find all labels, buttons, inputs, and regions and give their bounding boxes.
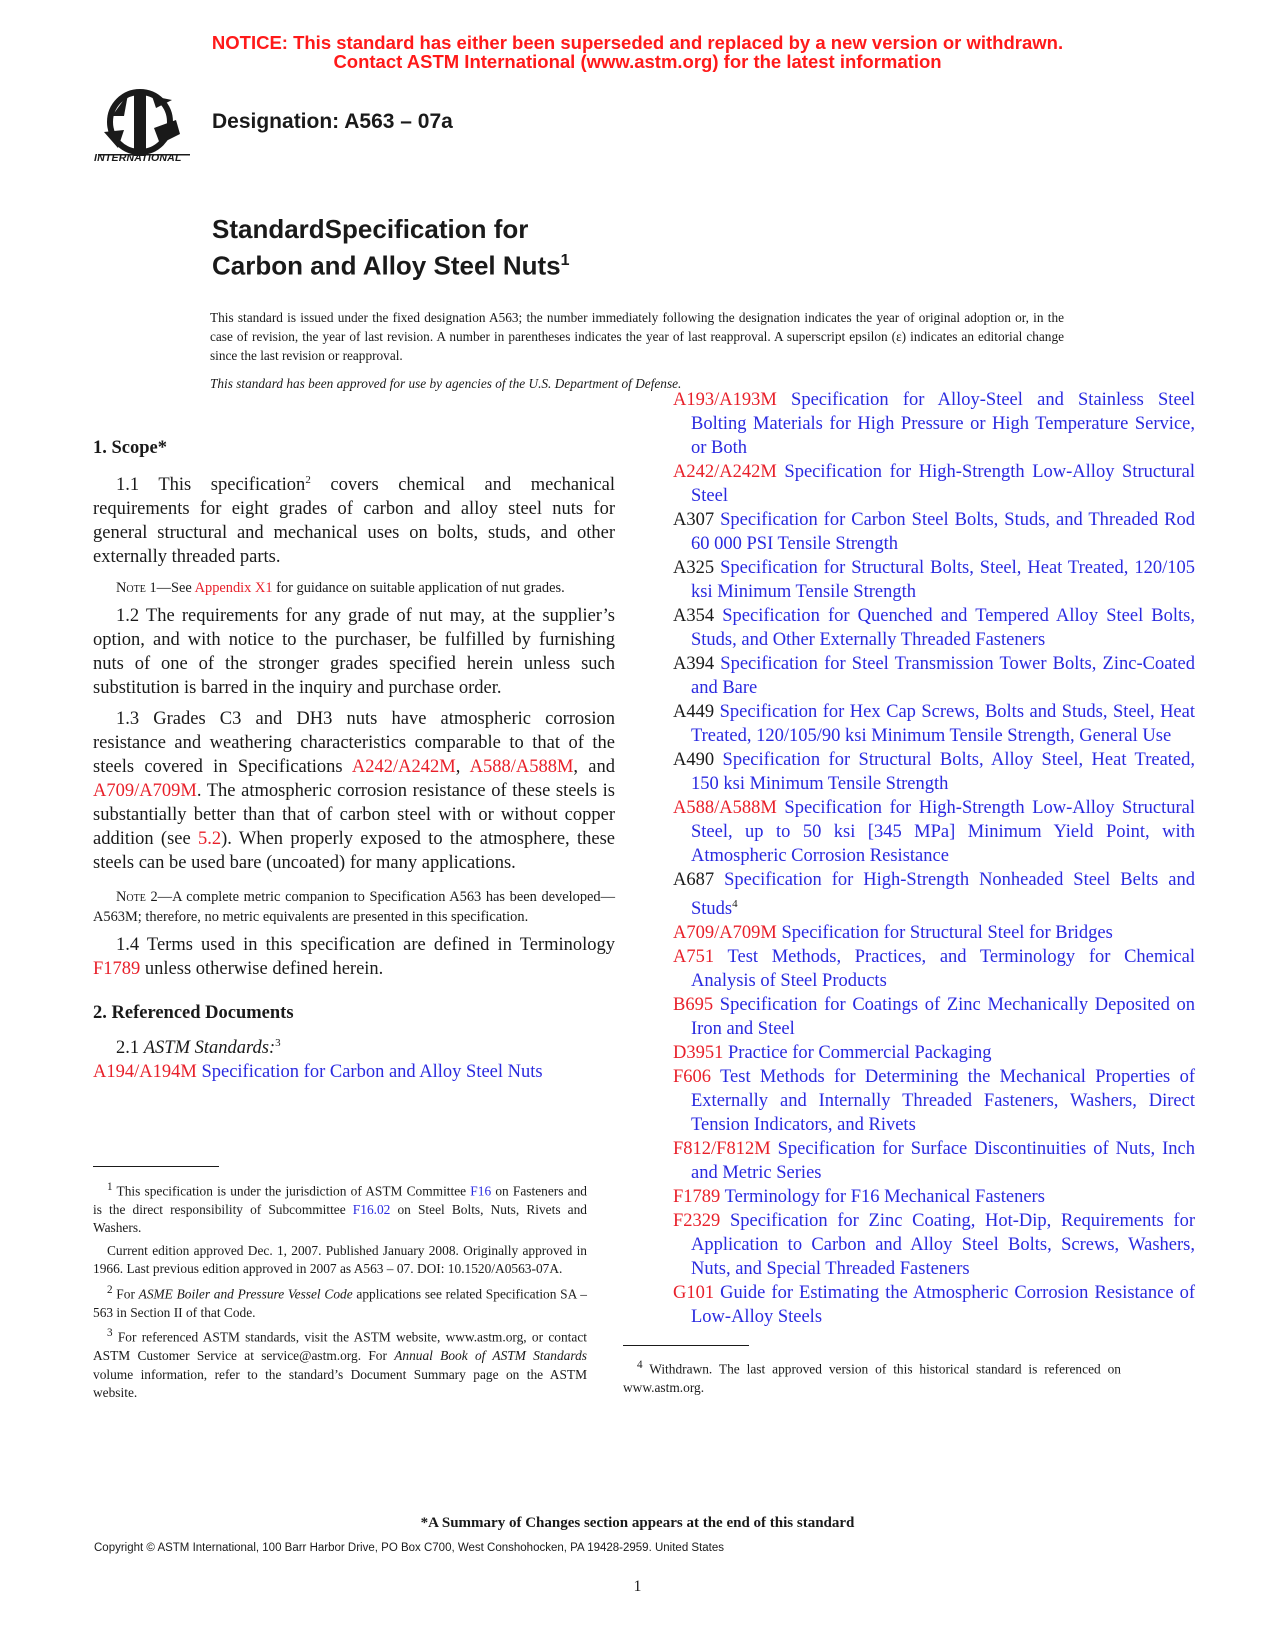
issue-statement: This standard is issued under the fixed designation A563; the number immediately following the designation indicates the year of original adoption or, in the case of revision, the year of last revision. A number in parentheses indicates the year of last reapproval. A superscript epsilon (ε) indicates an editorial change since the last revision or reapproval. [210, 310, 1064, 363]
a588-link[interactable]: A588/A588M [469, 757, 574, 778]
reference-code-link: A307 [673, 510, 715, 530]
reference-title-link[interactable]: Specification for Steel Transmission Tower Bolts, Zinc-Coated and Bare [691, 654, 1196, 698]
footnote-4: $^4$ Withdrawn. The last approved version of this historical standard is referenced on www.astm.org. [623, 1359, 1121, 1395]
reference-code-link[interactable]: A588/A588M [673, 798, 777, 818]
reference-item [673, 460, 1195, 508]
reference-code-link[interactable]: F606 [673, 1067, 712, 1088]
reference-title-link[interactable]: Specification for Structural Steel for Bridges [781, 923, 1113, 944]
a709-link[interactable]: A709/A709M [93, 781, 197, 802]
reference-title-link[interactable]: Specification for Coatings of Zinc Mechanically Deposited on Iron and Steel [691, 995, 1195, 1040]
reference-title-link[interactable]: Specification for Quenched and Tempered Alloy Steel Bolts, Studs, and Other Externally Threaded Fasteners [691, 606, 1196, 650]
footnote-2: $^2$ For ASME Boiler and Pressure Vessel Code applications see related Specification SA – 563 in Section II of that Code. [93, 1283, 587, 1320]
reference-code-link: A394 [673, 654, 715, 674]
title-line-2: Carbon and Alloy Steel Nuts [212, 250, 561, 281]
dod-approval-statement: This standard has been approved for use by agencies of the U.S. Department of Defense. [210, 376, 682, 391]
reference-code-link[interactable]: A193/A193M [673, 390, 777, 410]
para-1-1: 1.1 This specification$^2$ covers chemical and mechanical requirements for eight grades of carbon and alloy steel nuts for general structural and mechanical uses on bolts, studs, and other externally threaded parts. [93, 474, 616, 568]
para-1-2: 1.2 The requirements for any grade of nut may, at the supplier’s option, and with notice to the purchaser, be fulfilled by furnishing nuts of one of the stronger grades specified herein unless such substitution is barred in the inquiry and purchase order. [93, 606, 615, 699]
footnote-3: $^3$ For referenced ASTM standards, visit the ASTM website, www.astm.org, or contact ASTM Customer Service at service@astm.org. For Annual Book of ASTM Standards volume information, refer to the standard’s Document Summary page on the ASTM website. [93, 1327, 587, 1401]
reference-item [673, 604, 1195, 652]
reference-title-link[interactable]: Specification for Alloy-Steel and Stainless Steel Bolting Materials for High Pressure or High Temperature Service, or Both [691, 390, 1196, 458]
reference-item [673, 508, 1195, 556]
reference-item [673, 1065, 1195, 1137]
section-5-2-link[interactable]: 5.2 [198, 829, 222, 850]
reference-title-link[interactable]: Specification for Zinc Coating, Hot-Dip, Requirements for Application to Carbon and Alloy Steel Bolts, Screws, Washers, Nuts, and Special Threaded Fasteners [691, 1211, 1195, 1280]
copyright-line: Copyright © ASTM International, 100 Barr Harbor Drive, PO Box C700, West Conshohocken, PA 19428-2959. United States [94, 1542, 725, 1554]
reference-title-link[interactable]: Specification for High-Strength Nonheaded Steel Belts and Studs [691, 870, 1195, 920]
reference-item [673, 700, 1195, 748]
f16-02-subcommittee-link[interactable]: F16.02 [352, 1201, 391, 1217]
reference-item [673, 993, 1195, 1041]
reference-title-link[interactable]: Test Methods for Determining the Mechanical Properties of Externally and Internally Threaded Fasteners, Washers, Direct Tension Indicators, and Rivets [691, 1067, 1195, 1136]
reference-item [93, 1060, 615, 1084]
f16-committee-link[interactable]: F16 [470, 1183, 492, 1199]
reference-item [673, 652, 1195, 700]
reference-list-right [673, 388, 1195, 1329]
reference-code-link: A687 [673, 870, 715, 890]
reference-item [673, 1137, 1195, 1185]
reference-title-link[interactable]: Test Methods, Practices, and Terminology for Chemical Analysis of Steel Products [691, 947, 1195, 992]
reference-item [673, 1041, 1195, 1065]
reference-item [673, 1281, 1195, 1329]
reference-title-link[interactable]: Specification for High-Strength Low-Alloy Structural Steel [691, 462, 1195, 506]
reference-title-link[interactable]: Specification for Carbon Steel Bolts, Studs, and Threaded Rod 60 000 PSI Tensile Strength [691, 510, 1196, 554]
page-title [212, 213, 570, 282]
logo-wordmark: INTERNATIONAL [94, 152, 182, 164]
reference-footnote-mark: 4 [732, 898, 738, 910]
reference-code-link[interactable]: A242/A242M [673, 462, 777, 482]
section-2-heading: 2. Referenced Documents [93, 1003, 294, 1024]
left-column [93, 436, 615, 1084]
reference-item [673, 868, 1195, 921]
reference-title-link[interactable]: Practice for Commercial Packaging [728, 1043, 992, 1064]
reference-list-left [93, 1060, 615, 1084]
reference-item [673, 1185, 1195, 1209]
reference-item [673, 556, 1195, 604]
reference-code-link[interactable]: F1789 [673, 1187, 721, 1208]
designation: Designation: A563 – 07a [212, 110, 453, 133]
reference-code-link[interactable]: D3951 [673, 1043, 724, 1064]
section-1-heading: 1. Scope* [93, 438, 167, 458]
reference-item [673, 388, 1195, 460]
reference-title-link[interactable]: Specification for Surface Discontinuities of Nuts, Inch and Metric Series [691, 1139, 1195, 1184]
page-number: 1 [633, 1578, 642, 1595]
reference-code-link: A490 [673, 750, 715, 770]
reference-item [673, 945, 1195, 993]
reference-title-link[interactable]: Specification for Structural Bolts, Alloy Steel, Heat Treated, 150 ksi Minimum Tensile Strength [691, 750, 1196, 794]
reference-title-link[interactable]: Specification for Hex Cap Screws, Bolts and Studs, Steel, Heat Treated, 120/105/90 ksi Minimum Tensile Strength, General Use [691, 702, 1195, 746]
reference-code-link[interactable]: F2329 [673, 1211, 721, 1232]
title-footnote-mark: 1 [560, 252, 570, 269]
reference-code-link[interactable]: F812/F812M [673, 1139, 771, 1160]
reference-title-link[interactable]: Specification for Carbon and Alloy Steel Nuts [201, 1062, 543, 1083]
reference-code-link: A354 [673, 606, 715, 626]
footnote-rule-right [623, 1345, 749, 1346]
footnotes-left [93, 1178, 587, 1403]
reference-code-link[interactable]: A751 [673, 947, 715, 968]
right-column [673, 390, 1196, 1329]
footnote-1-edition: Current edition approved Dec. 1, 2007. Published January 2008. Originally approved in 1966. Last previous edition approved in 2007 as A563 – 07. DOI: 10.1520/A0563-07A. [93, 1242, 587, 1277]
note-2: Note 2—A complete metric companion to Specification A563 has been developed—A563M; therefore, no metric equivalents are presented in this specification. [93, 889, 615, 926]
notice-line-1: NOTICE: This standard has either been superseded and replaced by a new version or withdrawn. [211, 32, 1064, 53]
reference-item [673, 921, 1195, 945]
reference-code-link[interactable]: A709/A709M [673, 923, 777, 944]
reference-code-link[interactable]: B695 [673, 995, 714, 1016]
reference-item [673, 1209, 1195, 1281]
reference-item [673, 796, 1195, 868]
para-2-1: 2.1 ASTM Standards:$^3$ [116, 1037, 281, 1059]
reference-title-link[interactable]: Terminology for F16 Mechanical Fasteners [724, 1187, 1045, 1208]
reference-code-link: A325 [673, 558, 715, 578]
title-line-1: StandardSpecification for [212, 214, 529, 244]
reference-title-link[interactable]: Guide for Estimating the Atmospheric Corrosion Resistance of Low-Alloy Steels [691, 1283, 1196, 1328]
note-1: Note 1—See Appendix X1 for guidance on suitable application of nut grades. [116, 580, 565, 597]
f1789-link[interactable]: F1789 [93, 959, 141, 980]
footnote-rule-left [93, 1166, 219, 1167]
summary-of-changes-notice: *A Summary of Changes section appears at the end of this standard [420, 1515, 855, 1531]
astm-logo-icon [94, 86, 198, 170]
reference-code-link[interactable]: A194/A194M [93, 1062, 197, 1083]
reference-title-link[interactable]: Specification for High-Strength Low-Alloy Structural Steel, up to 50 ksi [345 MPa] Minimum Yield Point, with Atmospheric Corrosion Resistance [691, 798, 1195, 866]
para-1-4: 1.4 Terms used in this specification are defined in Terminology F1789 unless otherwise defined herein. [93, 935, 615, 980]
para-1-3: 1.3 Grades C3 and DH3 nuts have atmospheric corrosion resistance and weathering characteristics comparable to that of the steels covered in Specifications A242/A242M, A588/A588M, and A709/A709M. The atmospheric corrosion resistance of these steels is substantially better than that of carbon steel with or without copper addition (see 5.2). When properly exposed to the atmosphere, these steels can be used bare (uncoated) for many applications. [93, 709, 615, 874]
a242-link[interactable]: A242/A242M [351, 757, 456, 778]
appendix-x1-link[interactable]: Appendix X1 [194, 580, 273, 597]
reference-code-link: A449 [673, 702, 715, 722]
notice-line-2: Contact ASTM International (www.astm.org) for the latest information [333, 51, 942, 72]
reference-title-link[interactable]: Specification for Structural Bolts, Steel, Heat Treated, 120/105 ksi Minimum Tensile Strength [691, 558, 1195, 602]
footnote-1: $^1$ This specification is under the jurisdiction of ASTM Committee F16 on Fasteners and is the direct responsibility of Subcommittee F16.02 on Steel Bolts, Nuts, Rivets and Washers. [93, 1181, 587, 1236]
reference-item [673, 748, 1195, 796]
supersede-notice [0, 33, 1275, 71]
reference-code-link[interactable]: G101 [673, 1283, 715, 1304]
